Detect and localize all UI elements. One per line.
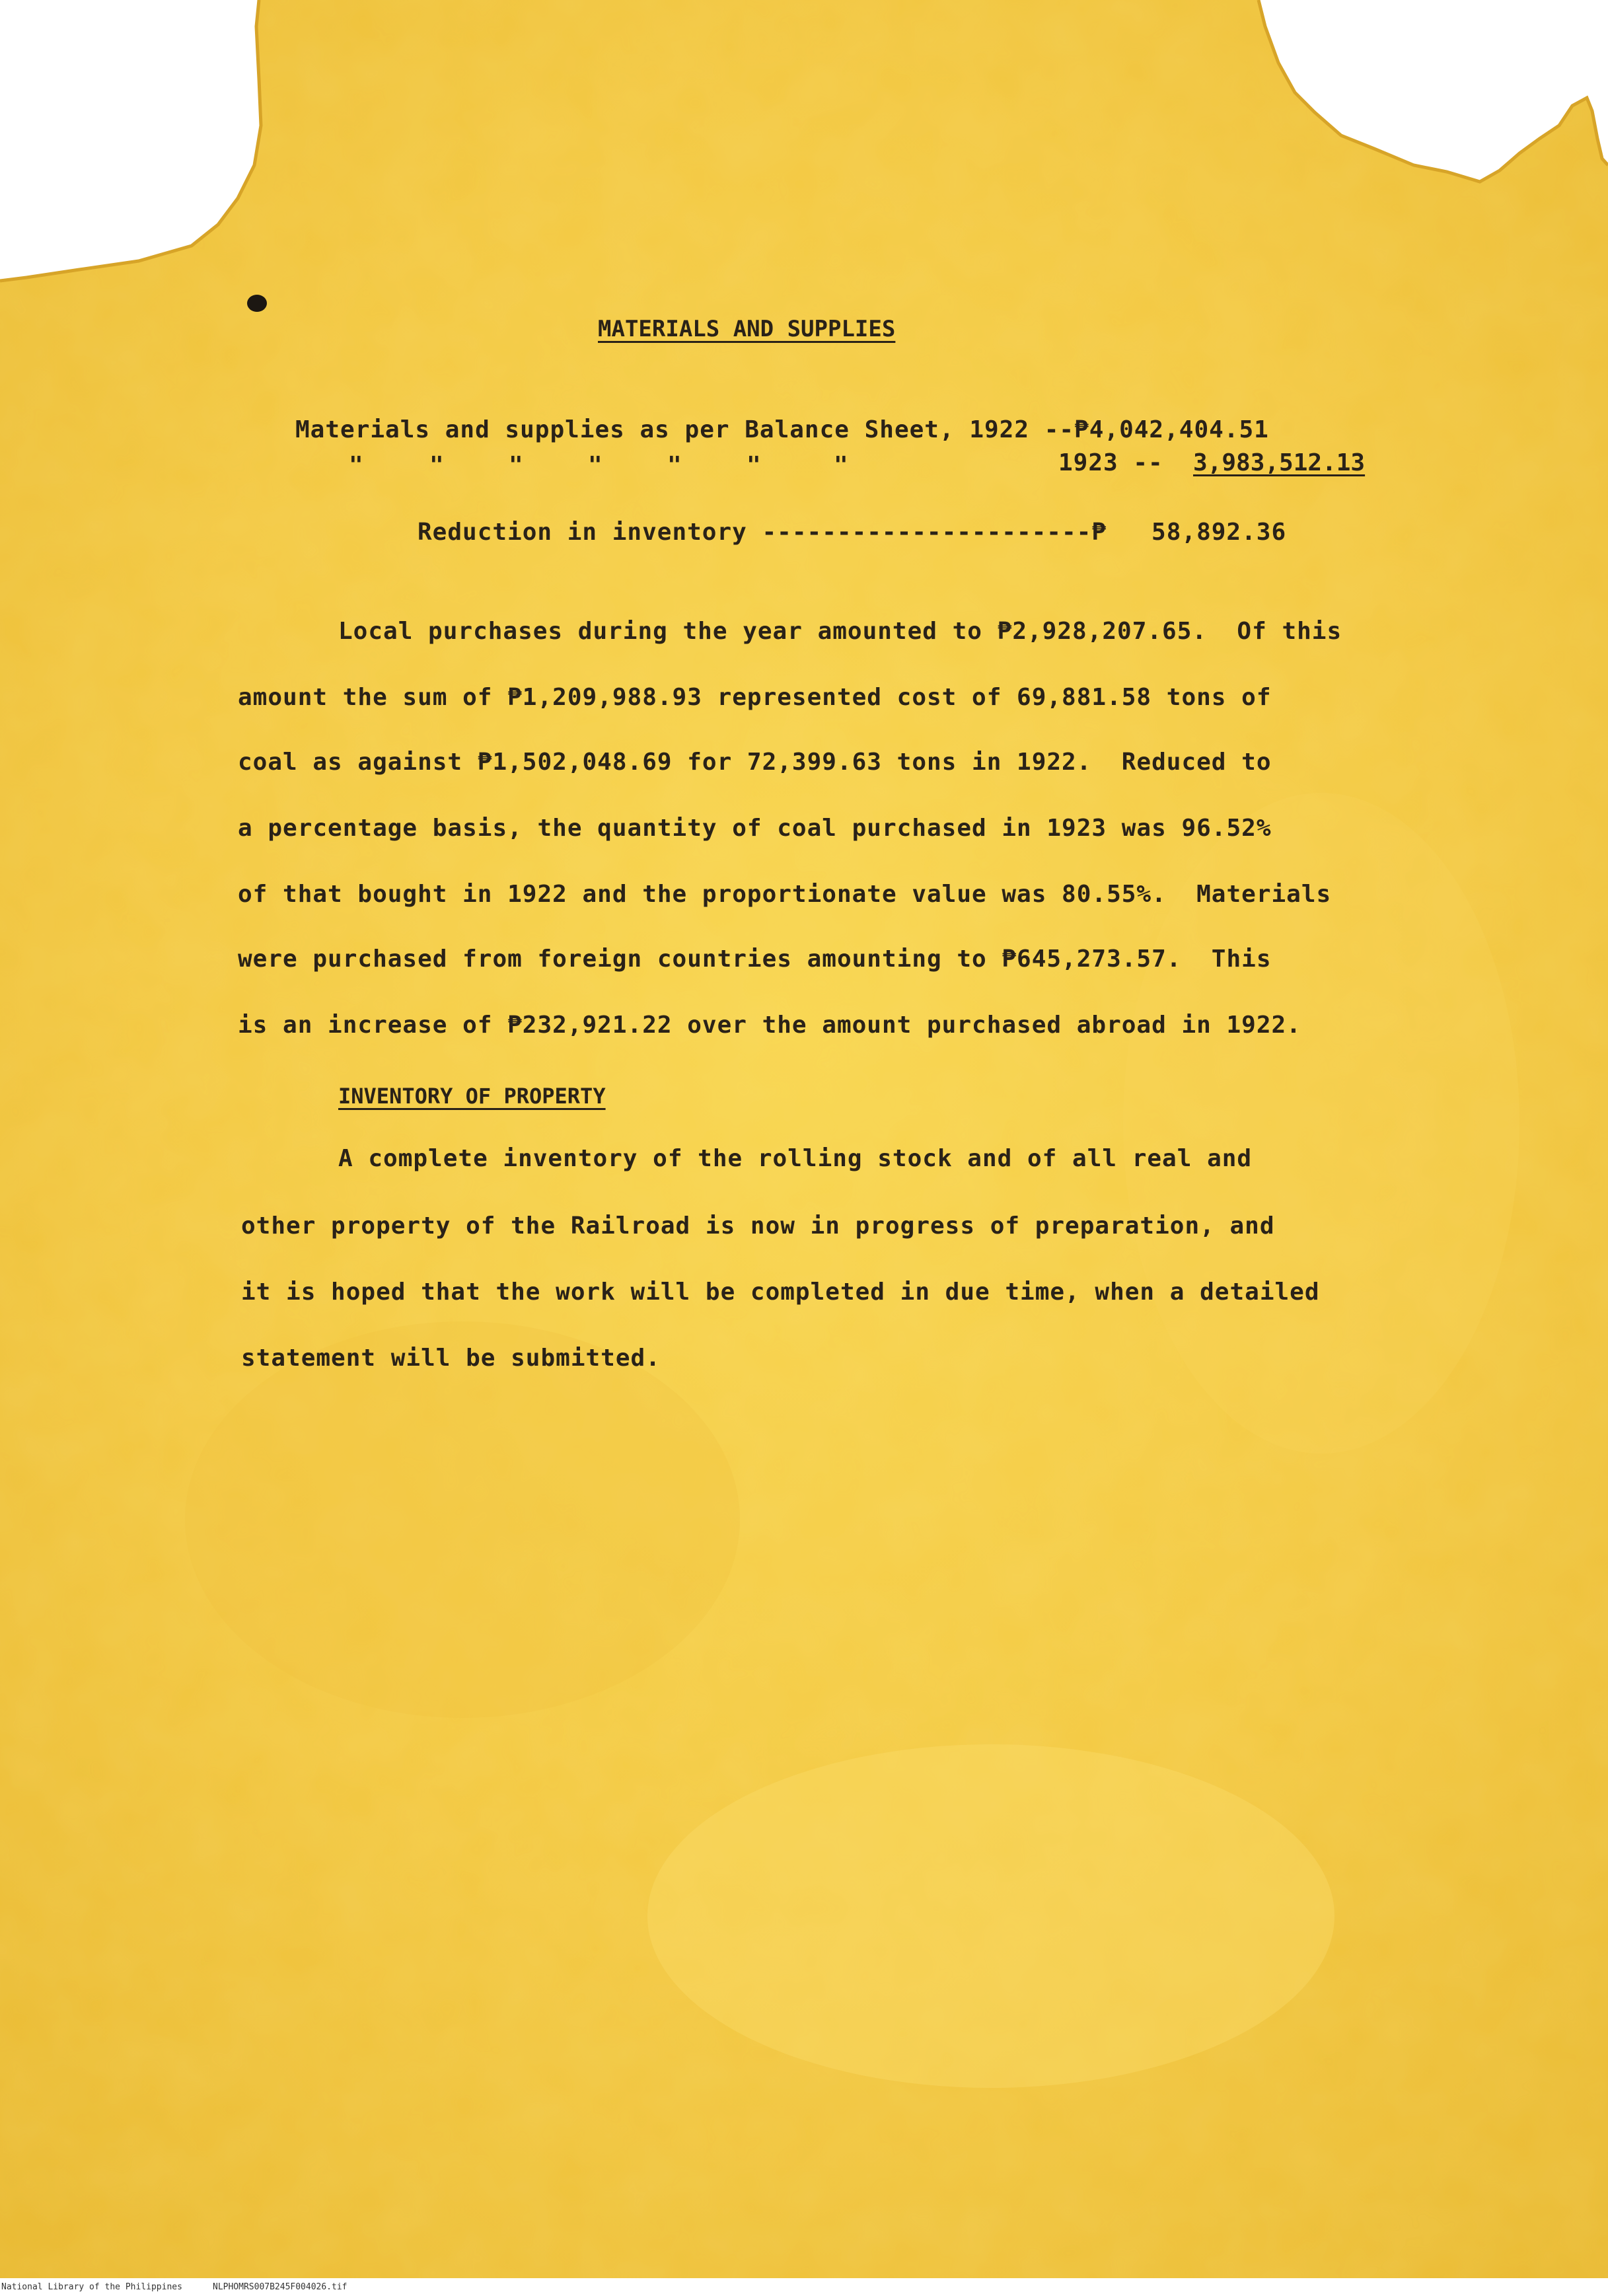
balance-sheet-year-1923: 1923 -- [1058, 449, 1163, 476]
balance-sheet-line-1 [295, 416, 1269, 443]
reduction-amount: 58,892.36 [1151, 519, 1287, 546]
ditto-mark: " [834, 452, 848, 479]
subheading: INVENTORY OF PROPERTY [338, 1084, 606, 1109]
paragraph-1-line: of that bought in 1922 and the proportionate value was 80.55%. Materials [238, 881, 1332, 908]
reduction-currency: ₱ [1091, 519, 1107, 546]
ditto-mark: " [747, 452, 761, 479]
reduction-label: Reduction in inventory ---------------------- [418, 519, 1092, 546]
ditto-mark: " [667, 452, 682, 479]
paragraph-1-line: is an increase of ₱232,921.22 over the amount purchased abroad in 1922. [238, 1012, 1301, 1039]
paragraph-1-line: were purchased from foreign countries amounting to ₱645,273.57. This [238, 945, 1272, 973]
paragraph-1-line: Local purchases during the year amounted to ₱2,928,207.65. Of this [338, 618, 1342, 645]
balance-sheet-label: Materials and supplies as per Balance Sheet, 1922 -- [295, 416, 1075, 443]
section-title: MATERIALS AND SUPPLIES [598, 316, 896, 342]
ditto-mark: " [349, 452, 363, 479]
paragraph-1-line: a percentage basis, the quantity of coal purchased in 1923 was 96.52% [238, 815, 1272, 842]
library-credit: National Library of the Philippines [1, 2282, 182, 2292]
paragraph-2-line: other property of the Railroad is now in progress of preparation, and [241, 1212, 1275, 1240]
reduction-line [418, 519, 1286, 546]
file-identifier: NLPHOMRS007B245F004026.tif [213, 2282, 347, 2292]
paragraph-1-line: amount the sum of ₱1,209,988.93 represented cost of 69,881.58 tons of [238, 684, 1272, 711]
punch-hole [247, 295, 267, 312]
ditto-mark: " [509, 452, 523, 479]
ditto-mark: " [429, 452, 444, 479]
ditto-mark: " [588, 452, 603, 479]
balance-sheet-amount-1922: ₱4,042,404.51 [1074, 416, 1269, 443]
paragraph-1-line: coal as against ₱1,502,048.69 for 72,399.63 tons in 1922. Reduced to [238, 749, 1272, 776]
paragraph-2-line: A complete inventory of the rolling stock and of all real and [338, 1145, 1253, 1172]
balance-sheet-amount-1923: 3,983,512.13 [1193, 449, 1366, 476]
paragraph-2-line: it is hoped that the work will be completed in due time, when a detailed [241, 1278, 1320, 1306]
paragraph-2-line: statement will be submitted. [241, 1345, 661, 1372]
